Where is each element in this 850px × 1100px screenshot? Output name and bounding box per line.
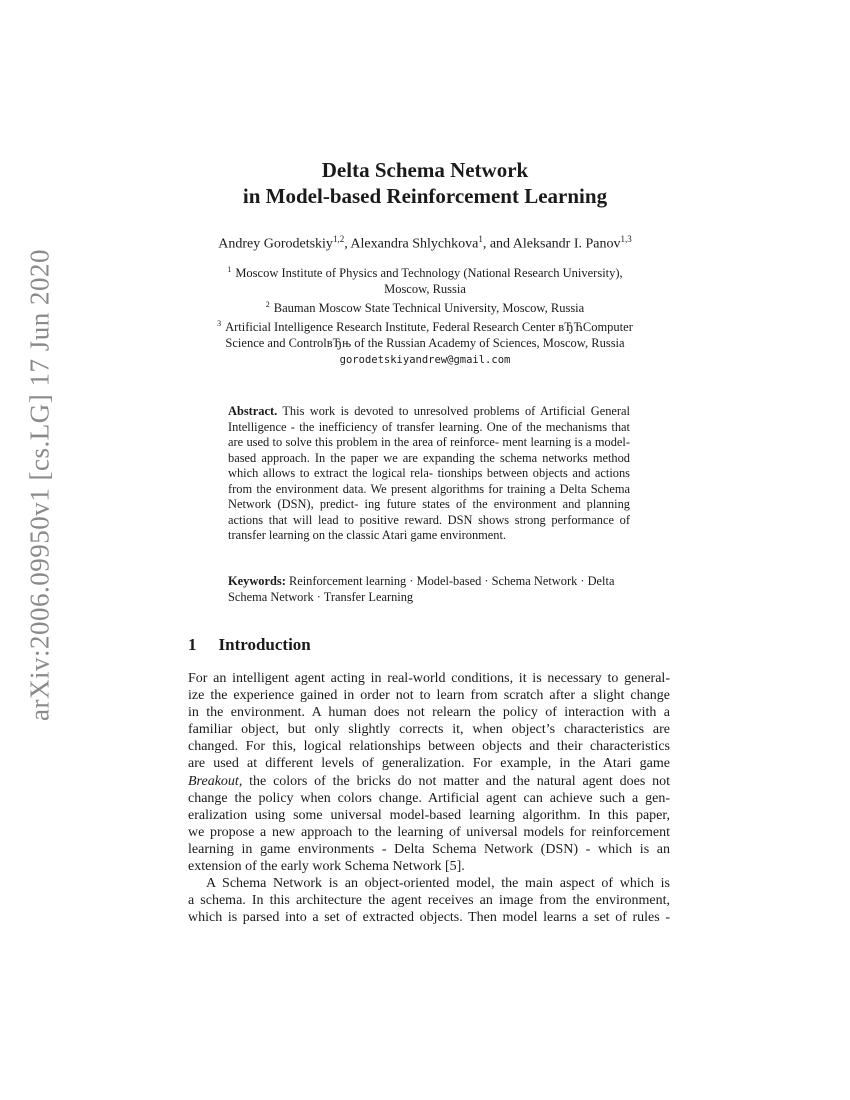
paragraph-line: changed. For this, logical relationships between objects and their characteristics [188,739,670,755]
paragraph-line: change the policy when colors change. Artificial agent can achieve such a gen- [188,790,670,806]
abstract-text: on the classic Atari game environment. [312,528,507,542]
paper-title [0,157,850,209]
paragraph-line: in the environment. A human does not relearn the policy of interaction with a [188,705,670,721]
abstract-text: to positive reward. DSN shows strong performance of transfer learning [228,512,630,542]
paragraph-line: extension of the early work Schema Network [5]. [188,859,465,875]
keywords-text: Reinforcement learning · Model-based · Schema Network · [288,574,585,588]
paragraph-line: A Schema Network is an object-oriented model, the main aspect of which is [206,876,670,892]
author-list [0,234,850,253]
author-email[interactable]: gorodetskiyandrew@gmail.com [339,354,511,367]
abstract-text: tionships between objects and actions from the environment data. We [228,466,630,496]
paragraph-line [188,773,670,790]
affiliation-mark: 2 [265,300,270,310]
affiliation-line [0,316,850,335]
abstract-text: This work is devoted to unresolved problems of Artificial [282,404,586,418]
paragraph-line: eralization using some universal model-based learning algorithm. In this paper, [188,807,670,823]
author-name: Alexandra Shlychkova [350,236,479,252]
arxiv-identifier: arXiv:2006.09950v1 [cs.LG] 17 Jun 2020 [24,249,55,721]
affiliation-mark: 1 [227,265,232,274]
paragraph-line: are used at different levels of generalization. For example, in the Atari game [188,756,670,772]
italic-game-name: Breakout [188,773,239,789]
paragraph-line: For an intelligent agent acting in real-world conditions, it is necessary to general- [188,671,670,686]
affiliation-text: Artificial Intelligence Research Institute, Federal Research Center вЂЋComputer [225,320,633,335]
paragraph-line: which is parsed into a set of extracted objects. Then model learns a set of rules - [188,910,670,926]
abstract-text: General Intelligence - the inefficiency of transfer learning. One of the [228,404,630,434]
paragraph-line: familiar object, but only slightly corrects it, when object’s characteristics are [188,722,670,738]
affiliation-text: Science and ControlвЂњ of the Russian Academy of Sciences, Moscow, Russia [225,336,625,351]
keywords [228,574,630,605]
title-line-1: Delta Schema Network [321,158,529,182]
affiliation-text: Moscow Institute of Physics and Technology (National Research University), [235,266,623,281]
affiliation-line [0,351,850,368]
affiliation-line [0,335,850,351]
section-number: 1 [188,635,197,654]
affiliation-line [0,297,850,316]
affiliation-text: Bauman Moscow State Technical University, Moscow, Russia [273,301,585,316]
affiliation-text: Moscow, Russia [384,282,466,297]
abstract-text: present algorithms for training a Delta Schema Network (DSN), predict- [228,481,630,511]
keywords-text: Delta Schema Network · Transfer Learning [228,574,615,604]
section-title: Introduction [218,635,311,654]
author-name: Aleksandr I. Panov [512,236,621,252]
paragraph-line: a schema. In this architecture the agent receives an image from the environment, [188,893,670,909]
author-affil-mark: 1 [478,234,483,244]
author-separator: , [344,236,351,252]
abstract-text: ing future states of the environment and planning actions that will lead [228,497,630,527]
author-affil-mark: 1,2 [332,234,345,244]
paragraph-fragment: , the colors of the bricks do not matter and the natural agent does not [238,773,670,789]
abstract-text: ment learning is a model-based approach. In the paper we are expanding [228,435,630,465]
section-heading [188,635,311,655]
affiliation-line [0,262,850,281]
affiliation-line [0,281,850,297]
affiliations [0,262,850,368]
body-text [188,670,670,926]
abstract-text: mechanisms that are used to solve this problem in the area of reinforce- [228,419,630,449]
title-line-2: in Model-based Reinforcement Learning [242,184,608,208]
paragraph-line: we propose a new approach to the learning of universal models for reinforcement [188,824,670,840]
affiliation-mark: 3 [217,319,222,329]
abstract-label: Abstract. [228,404,278,418]
paragraph-line: ize the experience gained in order not to learn from scratch after a slight change [188,688,670,704]
paragraph-line: learning in game environments - Delta Schema Network (DSN) - which is an [188,841,670,857]
author-name: Andrey Gorodetskiy [218,236,333,252]
abstract-text: the schema networks method which allows to extract the logical rela- [228,450,630,480]
keywords-label: Keywords: [228,574,286,588]
abstract [228,404,630,544]
author-affil-mark: 1,3 [620,234,632,244]
author-separator: , and [482,236,513,252]
